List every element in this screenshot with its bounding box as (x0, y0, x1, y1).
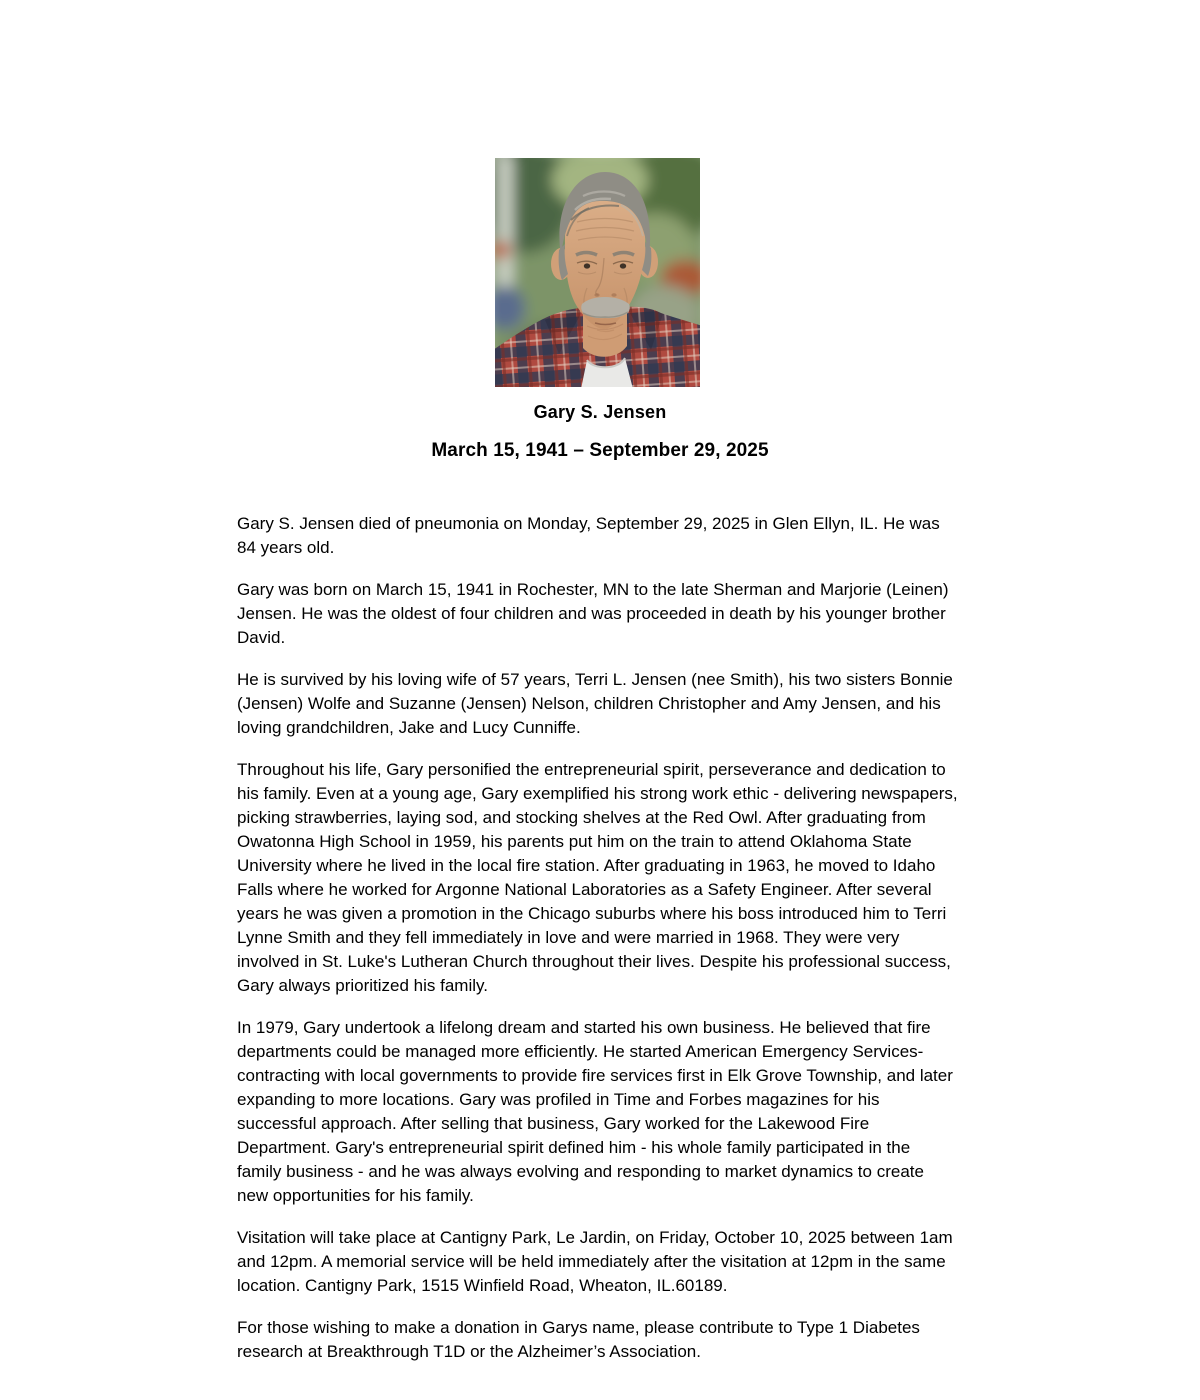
portrait-photo (495, 158, 700, 387)
obituary-paragraph-birth: Gary was born on March 15, 1941 in Rochester, MN to the late Sherman and Marjorie (Leinen) Jensen. He was the oldest of four children and was proceeded in death by his younger brother David. (237, 580, 949, 647)
obituary-body (237, 512, 959, 1382)
obituary-paragraph-survivors: He is survived by his loving wife of 57 years, Terri L. Jensen (nee Smith), his two sisters Bonnie (Jensen) Wolfe and Suzanne (Jensen) Nelson, children Christopher and Amy Jensen, and his loving grandchildren, Jake and Lucy Cunniffe. (237, 670, 953, 737)
portrait-photo-image (495, 158, 700, 387)
obituary-paragraph-visitation: Visitation will take place at Cantigny Park, Le Jardin, on Friday, October 10, 2025 between 1am and 12pm. A memorial service will be held immediately after the visitation at 12pm in the same location. Cantigny Park, 1515 Winfield Road, Wheaton, IL.60189. (237, 1228, 953, 1295)
obituary-paragraph-business: In 1979, Gary undertook a lifelong dream and started his own business. He believed that fire departments could be managed more efficiently. He started American Emergency Services-contracting with local governments to provide fire services first in Elk Grove Township, and later expanding to more locations. Gary was profiled in Time and Forbes magazines for his successful approach. After selling that business, Gary worked for the Lakewood Fire Department. Gary's entrepreneurial spirit defined him - his whole family participated in the family business - and he was always evolving and responding to market dynamics to create new opportunities for his family. (237, 1018, 953, 1205)
deceased-name: Gary S. Jensen (533, 402, 667, 422)
obituary-paragraph-death: Gary S. Jensen died of pneumonia on Monday, September 29, 2025 in Glen Ellyn, IL. He was 84 years old. (237, 514, 940, 557)
life-dates: March 15, 1941 – September 29, 2025 (431, 440, 769, 461)
obituary-paragraph-donations: For those wishing to make a donation in Garys name, please contribute to Type 1 Diabetes research at Breakthrough T1D or the Alzheimer’s Association. (237, 1318, 920, 1361)
obituary-paragraph-life-story: Throughout his life, Gary personified the entrepreneurial spirit, perseverance and dedication to his family. Even at a young age, Gary exemplified his strong work ethic - delivering newspapers, picking strawberries, laying sod, and stocking shelves at the Red Owl. After graduating from Owatonna High School in 1959, his parents put him on the train to attend Oklahoma State University where he lived in the local fire station. After graduating in 1963, he moved to Idaho Falls where he worked for Argonne National Laboratories as a Safety Engineer. After several years he was given a promotion in the Chicago suburbs where his boss introduced him to Terri Lynne Smith and they fell immediately in love and were married in 1968. They were very involved in St. Luke's Lutheran Church throughout their lives. Despite his professional success, Gary always prioritized his family. (237, 760, 958, 995)
